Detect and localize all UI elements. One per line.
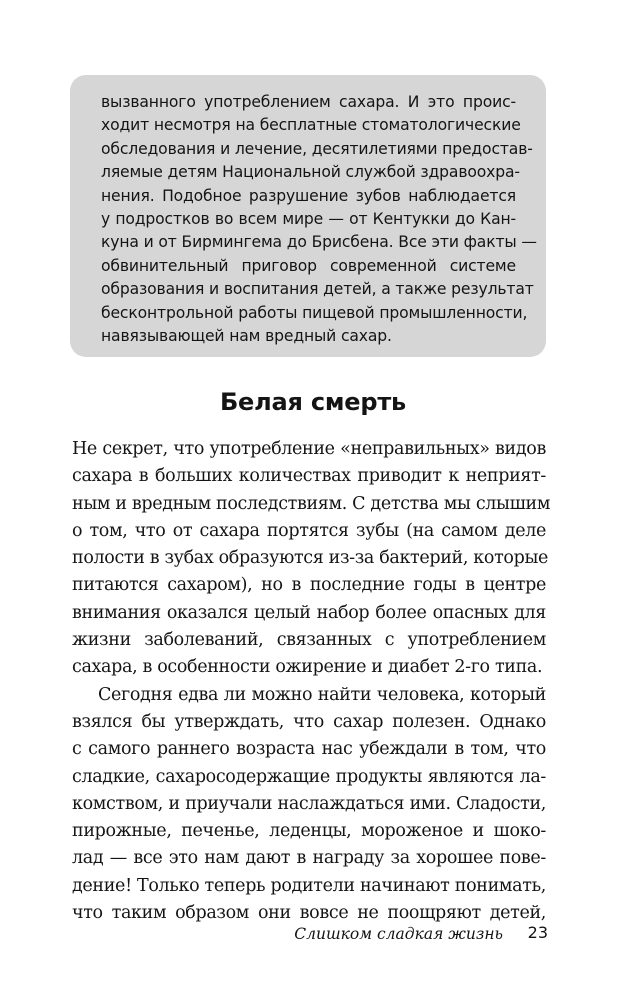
sidebar-line: навязывающей нам вредный сахар.	[101, 327, 392, 346]
paragraph-line: полости в зубах образуются из-за бактерий, которые	[72, 548, 549, 569]
page-number: 23	[527, 923, 548, 942]
paragraph-line: Сегодня едва ли можно найти человека, который	[98, 684, 546, 705]
section-heading: Белая смерть	[219, 388, 407, 416]
paragraph-line: пирожные, печенье, леденцы, мороженое и шоко-	[72, 821, 546, 842]
paragraph-line: сладкие, сахаросодержащие продукты являются ла-	[72, 766, 546, 787]
sidebar-line: образования и воспитания детей, а также результат	[101, 280, 534, 299]
sidebar-box	[70, 75, 546, 357]
paragraph-line: питаются сахаром), но в последние годы в центре	[72, 575, 546, 596]
sidebar-line: обвинительный приговор современной системе	[101, 256, 516, 275]
sidebar-line: вызванного употреблением сахара. И это проис-	[101, 93, 516, 111]
body-text	[72, 436, 551, 927]
sidebar-line: куна и от Бирмингема до Брисбена. Все эти факты —	[101, 233, 537, 252]
paragraph-line: внимания оказался целый набор более опасных для	[72, 602, 546, 623]
sidebar-line: у подростков во всем мире — от Кентукки до Кан-	[101, 210, 516, 229]
paragraph-line: взялся бы утверждать, что сахар полезен. Однако	[72, 711, 546, 732]
paragraph-line: что таким образом они вовсе не поощряют детей,	[72, 903, 546, 924]
sidebar-line: ляемые детям Национальной службой здравоохра-	[101, 163, 520, 182]
running-title: Слишком сладкая жизнь	[294, 925, 503, 943]
paragraph-line: ным и вредным последствиям. С детства мы слышим	[72, 493, 551, 514]
paragraph-line: жизни заболеваний, связанных с употреблением	[72, 630, 546, 651]
paragraph-line: дение! Только теперь родители начинают понимать,	[72, 875, 546, 896]
sidebar-line: бесконтрольной работы пищевой промышленности,	[101, 303, 528, 322]
paragraph-line: Не секрет, что употребление «неправильных» видов	[72, 439, 546, 459]
paragraph-line: лад — все это нам дают в награду за хорошее пове-	[72, 848, 546, 869]
paragraph-2	[72, 682, 546, 928]
paragraph-line: сахара в больших количествах приводит к неприят-	[72, 466, 546, 487]
paragraph-1	[72, 436, 551, 682]
paragraph-line: о том, что от сахара портятся зубы (на самом деле	[72, 520, 546, 541]
paragraph-line: с самого раннего возраста нас убеждали в том, что	[72, 739, 546, 760]
sidebar-line: обследования и лечение, десятилетиями предостав-	[101, 139, 533, 158]
paragraph-line: сахара, в особенности ожирение и диабет 2-го типа.	[72, 657, 543, 678]
sidebar-line: нения. Подобное разрушение зубов наблюдается	[101, 186, 516, 205]
paragraph-line: комством, и приучали наслаждаться ими. Сладости,	[72, 793, 546, 814]
sidebar-line: ходит несмотря на бесплатные стоматологические	[101, 116, 521, 135]
